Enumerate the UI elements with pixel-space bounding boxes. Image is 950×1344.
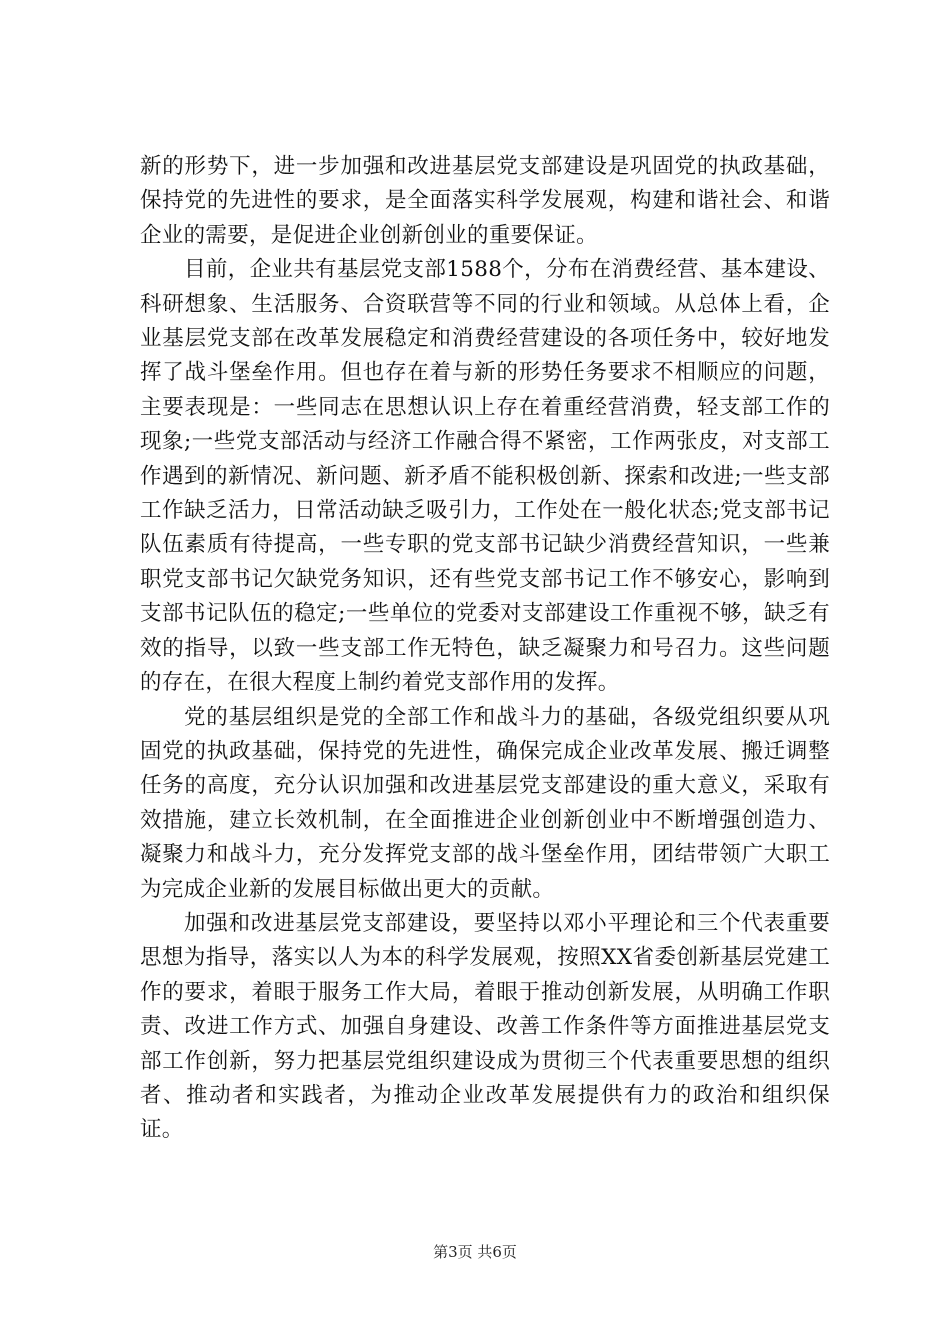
paragraph-significance: 党的基层组织是党的全部工作和战斗力的基础，各级党组织要从巩固党的执政基础，保持党的先进性，确保完成企业改革发展、搬迁调整任务的高度，充分认识加强和改进基层党支部建设的重大意义，采取有效措施，建立长效机制，在全面推进企业创新创业中不断增强创造力、凝聚力和战斗力，充分发挥党支部的战斗堡垒作用，团结带领广大职工为完成企业新的发展目标做出更大的贡献。 bbox=[140, 704, 830, 902]
paragraph-guiding-principle: 加强和改进基层党支部建设，要坚持以邓小平理论和三个代表重要思想为指导，落实以人为本的科学发展观，按照XX省委创新基层党建工作的要求，着眼于服务工作大局，着眼于推动创新发展，从明确工作职责、改进工作方式、加强自身建设、改善工作条件等方面推进基层党支部工作创新，努力把基层党组织建设成为贯彻三个代表重要思想的组织者、推动者和实践者，为推动企业改革发展提供有力的政治和组织保证。 bbox=[140, 910, 830, 1143]
paragraph-current-status: 目前，企业共有基层党支部1588个，分布在消费经营、基本建设、科研想象、生活服务、合资联营等不同的行业和领域。从总体上看，企业基层党支部在改革发展稳定和消费经营建设的各项任务中，较好地发挥了战斗堡垒作用。但也存在着与新的形势任务要求不相顺应的问题，主要表现是：一些同志在思想认识上存在着重经营消费，轻支部工作的现象;一些党支部活动与经济工作融合得不紧密，工作两张皮，对支部工作遇到的新情况、新问题、新矛盾不能积极创新、探索和改进;一些支部工作缺乏活力，日常活动缺乏吸引力，工作处在一般化状态;党支部书记队伍素质有待提高，一些专职的党支部书记缺少消费经营知识，一些兼职党支部书记欠缺党务知识，还有些党支部书记工作不够安心，影响到支部书记队伍的稳定;一些单位的党委对支部建设工作重视不够，缺乏有效的指导，以致一些支部工作无特色，缺乏凝聚力和号召力。这些问题的存在，在很大程度上制约着党支部作用的发挥。 bbox=[140, 257, 830, 696]
document-body bbox=[140, 150, 830, 1148]
page-number: 第3页 共6页 bbox=[433, 1243, 517, 1261]
page-footer bbox=[0, 1242, 950, 1262]
paragraph-continuation: 新的形势下，进一步加强和改进基层党支部建设是巩固党的执政基础，保持党的先进性的要求，是全面落实科学发展观，构建和谐社会、和谐企业的需要，是促进企业创新创业的重要保证。 bbox=[140, 154, 830, 248]
